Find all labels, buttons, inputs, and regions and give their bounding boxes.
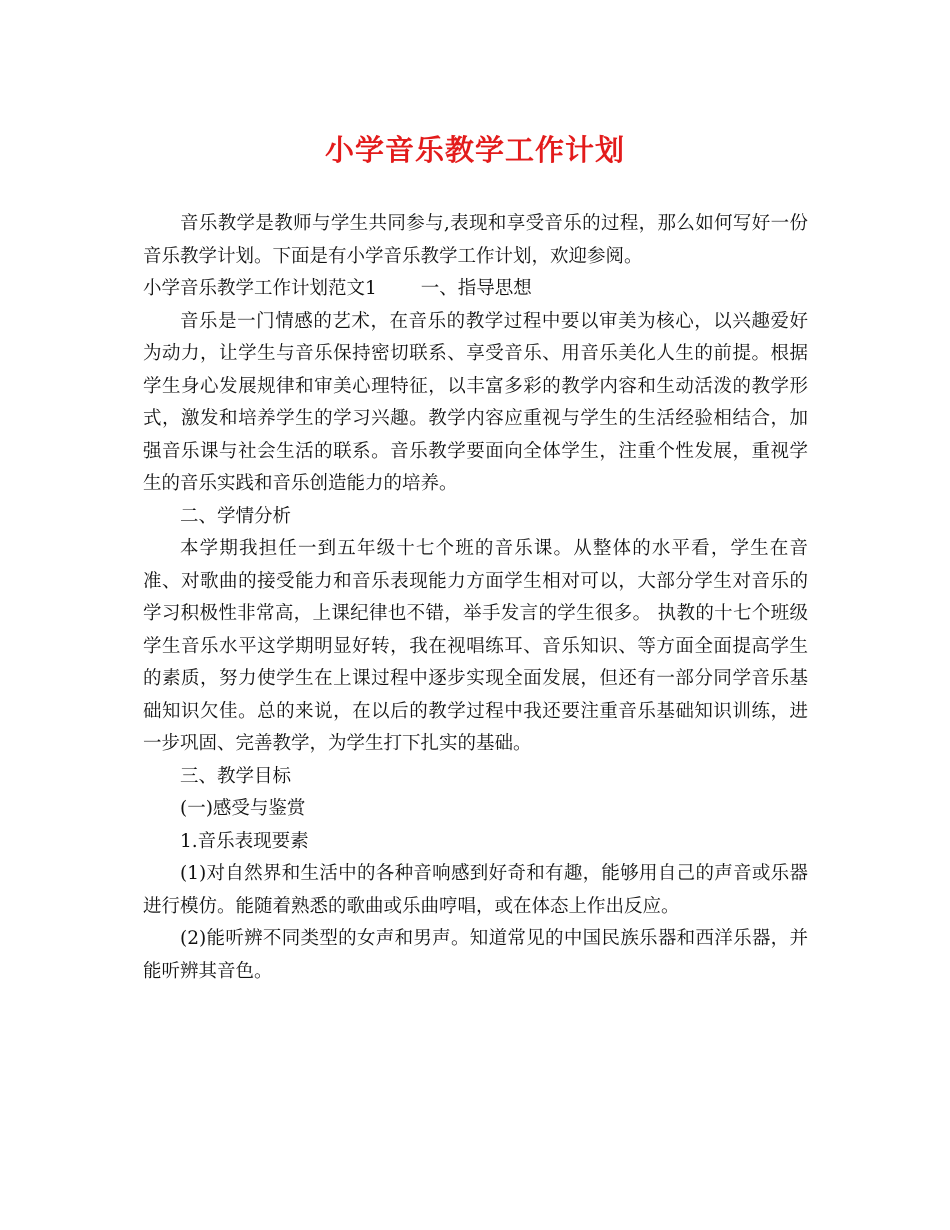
section1-heading: 一、指导思想 — [420, 278, 532, 299]
sample-heading: 小学音乐教学工作计划范文1 — [143, 278, 377, 299]
document-title: 小学音乐教学工作计划 — [324, 133, 625, 167]
section2-heading: 二、学情分析 — [180, 505, 292, 527]
subsection1-heading: (一)感受与鉴赏 — [180, 798, 306, 819]
intro-paragraph: 音乐教学是教师与学生共同参与,表现和享受音乐的过程，那么如何写好一份音乐教学计划。下面是有小学音乐教学工作计划，欢迎参阅。 — [143, 213, 808, 267]
list-item-2: (2)能听辨不同类型的女声和男声。知道常见的中国民族乐器和西洋乐器，并能听辨其音色。 — [143, 928, 808, 982]
section1-paragraph: 音乐是一门情感的艺术，在音乐的教学过程中要以审美为核心，以兴趣爱好为动力，让学生与音乐保持密切联系、享受音乐、用音乐美化人生的前提。根据学生身心发展规律和审美心理特征，以丰富多彩的教学内容和生动活泼的教学形式，激发和培养学生的学习兴趣。教学内容应重视与学生的生活经验相结合，加强音乐课与社会生活的联系。音乐教学要面向全体学生，注重个性发展，重视学生的音乐实践和音乐创造能力的培养。 — [143, 310, 808, 494]
document-body — [143, 208, 808, 988]
subsection1-1-heading: 1.音乐表现要素 — [180, 830, 309, 852]
section3-heading: 三、教学目标 — [180, 765, 292, 787]
sample-heading-line — [143, 273, 808, 306]
section2-paragraph: 本学期我担任一到五年级十七个班的音乐课。从整体的水平看，学生在音准、对歌曲的接受能力和音乐表现能力方面学生相对可以，大部分学生对音乐的学习积极性非常高，上课纪律也不错，举手发言的学生很多。 执教的十七个班级学生音乐水平这学期明显好转，我在视唱练耳、音乐知识、等方面全面提高学生的素质，努力使学生在上课过程中逐步实现全面发展，但还有一部分同学音乐基础知识欠佳。总的来说，在以后的教学过程中我还要注重音乐基础知识训练，进一步巩固、完善教学，为学生打下扎实的基础。 — [143, 538, 808, 754]
list-item-1: (1)对自然界和生活中的各种音响感到好奇和有趣，能够用自己的声音或乐器进行模仿。能随着熟悉的歌曲或乐曲哼唱，或在体态上作出反应。 — [143, 863, 808, 917]
